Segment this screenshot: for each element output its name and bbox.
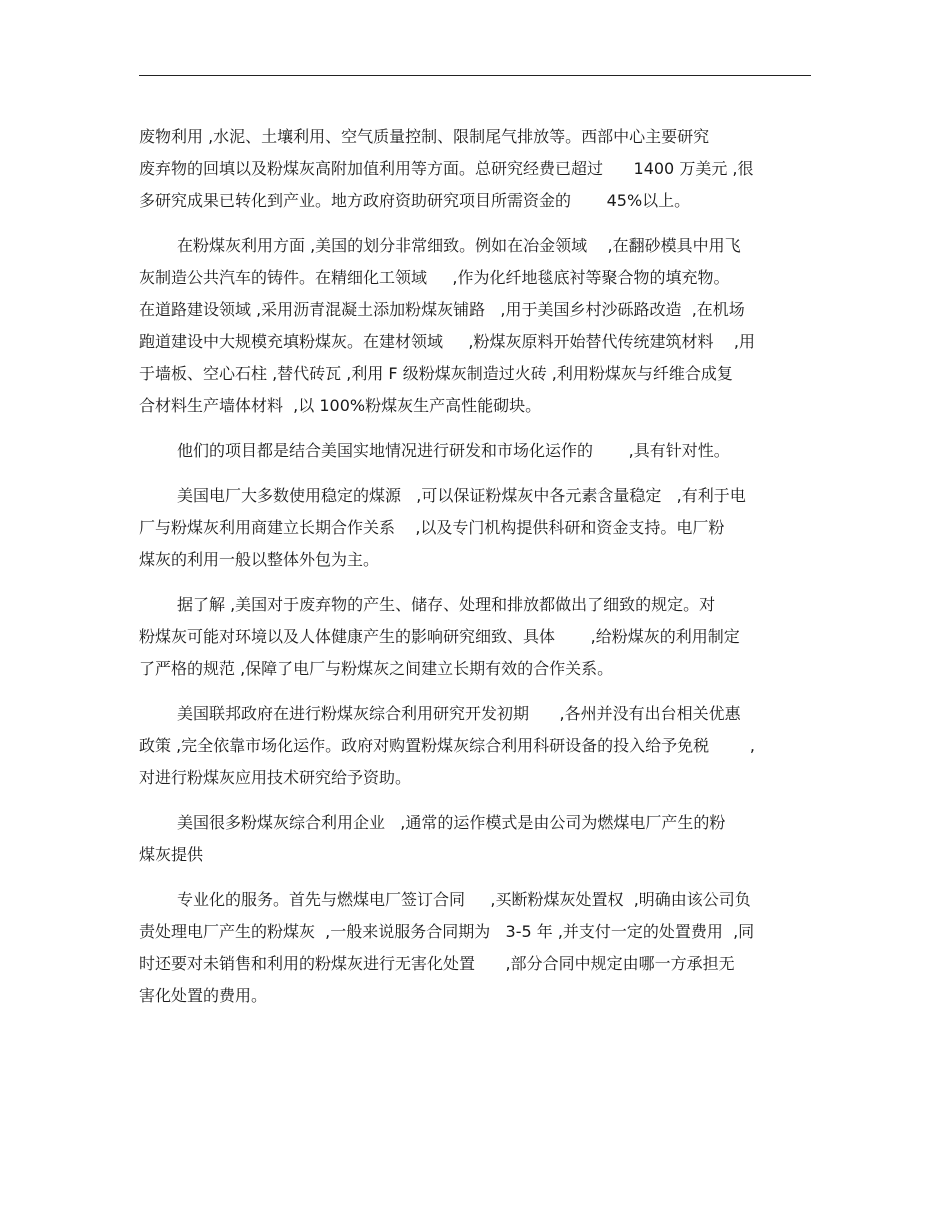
text-line: 粉煤灰可能对环境以及人体健康产生的影响研究细致、具体 ,给粉煤灰的利用制定 [139, 627, 740, 646]
paragraph-5 [139, 589, 811, 685]
text-line: 美国联邦政府在进行粉煤灰综合利用研究开发初期 ,各州并没有出台相关优惠 [177, 704, 741, 723]
text-line: 厂与粉煤灰利用商建立长期合作关系 ,以及专门机构提供科研和资金支持。电厂粉 [139, 518, 725, 537]
text-line: 于墙板、空心石柱 ,替代砖瓦 ,利用 F 级粉煤灰制造过火砖 ,利用粉煤灰与纤维合成复 [139, 364, 733, 383]
text-line: 政策 ,完全依靠市场化运作。政府对购置粉煤灰综合利用科研设备的投入给予免税 , [139, 736, 755, 755]
text-line: 跑道建设中大规模充填粉煤灰。在建材领域 ,粉煤灰原料开始替代传统建筑材料 ,用 [139, 332, 755, 351]
paragraph-3 [139, 435, 811, 467]
text-line: 废弃物的回填以及粉煤灰高附加值利用等方面。总研究经费已超过 1400 万美元 ,很 [139, 159, 754, 178]
text-line: 害化处置的费用。 [139, 986, 268, 1005]
text-line: 多研究成果已转化到产业。地方政府资助研究项目所需资金的 45%以上。 [139, 191, 691, 210]
paragraph-8 [139, 884, 811, 1012]
text-line: 在道路建设领域 ,采用沥青混凝土添加粉煤灰铺路 ,用于美国乡村沙砾路改造 ,在机场 [139, 300, 745, 319]
text-line: 煤灰提供 [139, 845, 204, 864]
text-line: 专业化的服务。首先与燃煤电厂签订合同 ,买断粉煤灰处置权 ,明确由该公司负 [177, 890, 751, 909]
text-line: 责处理电厂产生的粉煤灰 ,一般来说服务合同期为 3-5 年 ,并支付一定的处置费用 ,同 [139, 922, 755, 941]
text-line: 煤灰的利用一般以整体外包为主。 [139, 550, 380, 569]
text-line: 在粉煤灰利用方面 ,美国的划分非常细致。例如在冶金领域 ,在翻砂模具中用飞 [177, 236, 741, 255]
text-line: 对进行粉煤灰应用技术研究给予资助。 [139, 768, 412, 787]
paragraph-7 [139, 807, 811, 871]
text-line: 废物利用 ,水泥、土壤利用、空气质量控制、限制尾气排放等。西部中心主要研究 [139, 127, 710, 146]
paragraph-4 [139, 480, 811, 576]
text-line: 了严格的规范 ,保障了电厂与粉煤灰之间建立长期有效的合作关系。 [139, 659, 614, 678]
body-text [139, 121, 811, 1012]
paragraph-2 [139, 230, 811, 422]
text-line: 灰制造公共汽车的铸件。在精细化工领域 ,作为化纤地毯底衬等聚合物的填充物。 [139, 268, 730, 287]
text-line: 据了解 ,美国对于废弃物的产生、储存、处理和排放都做出了细致的规定。对 [177, 595, 716, 614]
text-line: 合材料生产墙体材料 ,以 100%粉煤灰生产高性能砌块。 [139, 396, 542, 415]
text-line: 美国很多粉煤灰综合利用企业 ,通常的运作模式是由公司为燃煤电厂产生的粉 [177, 813, 726, 832]
header-rule [139, 75, 811, 76]
text-line: 美国电厂大多数使用稳定的煤源 ,可以保证粉煤灰中各元素含量稳定 ,有利于电 [177, 486, 746, 505]
text-line: 他们的项目都是结合美国实地情况进行研发和市场化运作的 ,具有针对性。 [177, 441, 730, 460]
text-line: 时还要对未销售和利用的粉煤灰进行无害化处置 ,部分合同中规定由哪一方承担无 [139, 954, 735, 973]
paragraph-6 [139, 698, 811, 794]
paragraph-1 [139, 121, 811, 217]
